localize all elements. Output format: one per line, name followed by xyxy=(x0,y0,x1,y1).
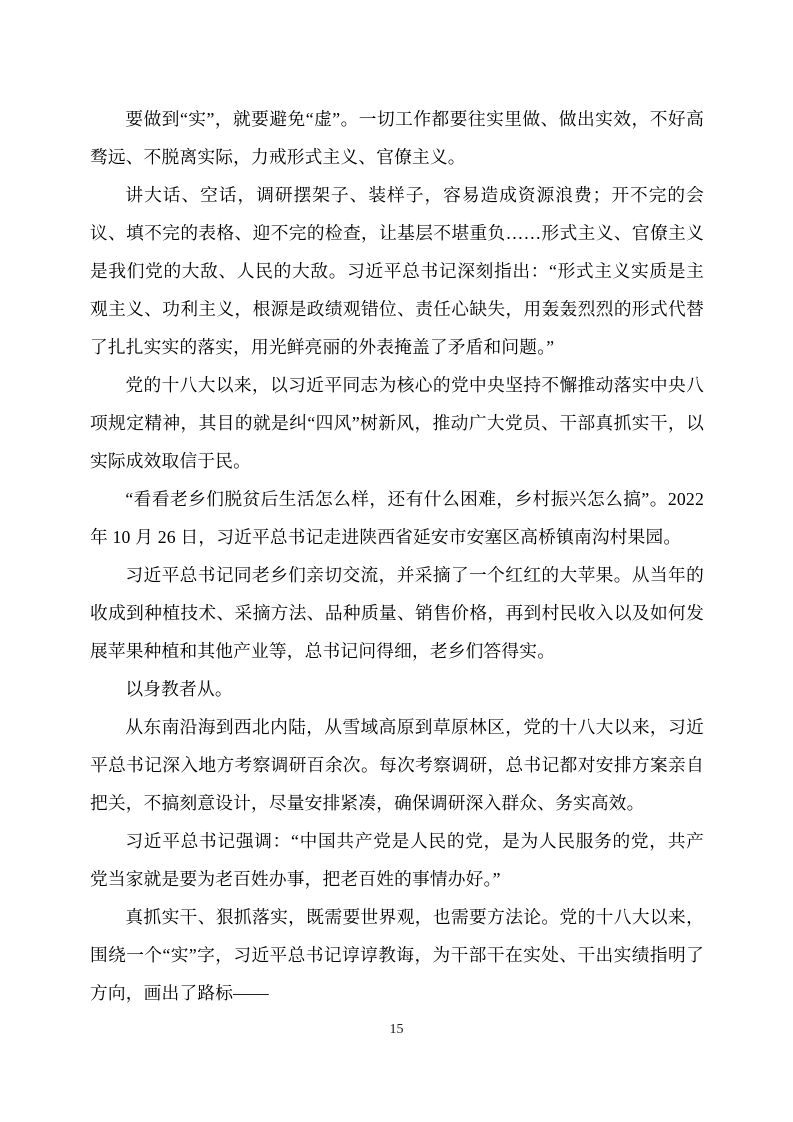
paragraph: 党的十八大以来，以习近平同志为核心的党中央坚持不懈推动落实中央八项规定精神，其目的就是纠“四风”树新风，推动广大党员、干部真抓实干，以实际成效取信于民。 xyxy=(90,375,704,471)
page-number: 15 xyxy=(389,1022,404,1037)
page-footer xyxy=(0,1020,793,1040)
document-body xyxy=(90,100,704,1012)
paragraph: 以身教者从。 xyxy=(125,679,233,699)
paragraph: 从东南沿海到西北内陆，从雪域高原到草原林区，党的十八大以来，习近平总书记深入地方考察调研百余次。每次考察调研，总书记都对安排方案亲自把关，不搞刻意设计，尽量安排紧凑，确保调研深入群众、务实高效。 xyxy=(90,717,704,813)
paragraph: 讲大话、空话，调研摆架子、装样子，容易造成资源浪费；开不完的会议、填不完的表格、迎不完的检查，让基层不堪重负……形式主义、官僚主义是我们党的大敌、人民的大敌。习近平总书记深刻指出：“形式主义实质是主观主义、功利主义，根源是政绩观错位、责任心缺失，用轰轰烈烈的形式代替了扎扎实实的落实，用光鲜亮丽的外表掩盖了矛盾和问题。” xyxy=(90,185,704,357)
paragraph: 要做到“实”，就要避免“虚”。一切工作都要往实里做、做出实效，不好高骛远、不脱离实际，力戒形式主义、官僚主义。 xyxy=(90,109,704,167)
paragraph: “看看老乡们脱贫后生活怎么样，还有什么困难，乡村振兴怎么搞”。2022 年 10 月 26 日，习近平总书记走进陕西省延安市安塞区高桥镇南沟村果园。 xyxy=(90,489,704,547)
paragraph: 习近平总书记强调：“中国共产党是人民的党，是为人民服务的党，共产党当家就是要为老百姓办事，把老百姓的事情办好。” xyxy=(90,831,704,889)
paragraph: 真抓实干、狠抓落实，既需要世界观，也需要方法论。党的十八大以来，围绕一个“实”字，习近平总书记谆谆教诲，为干部干在实处、干出实绩指明了方向，画出了路标—— xyxy=(90,907,704,1003)
paragraph: 习近平总书记同老乡们亲切交流，并采摘了一个红红的大苹果。从当年的收成到种植技术、采摘方法、品种质量、销售价格，再到村民收入以及如何发展苹果种植和其他产业等，总书记问得细，老乡们答得实。 xyxy=(90,565,704,661)
